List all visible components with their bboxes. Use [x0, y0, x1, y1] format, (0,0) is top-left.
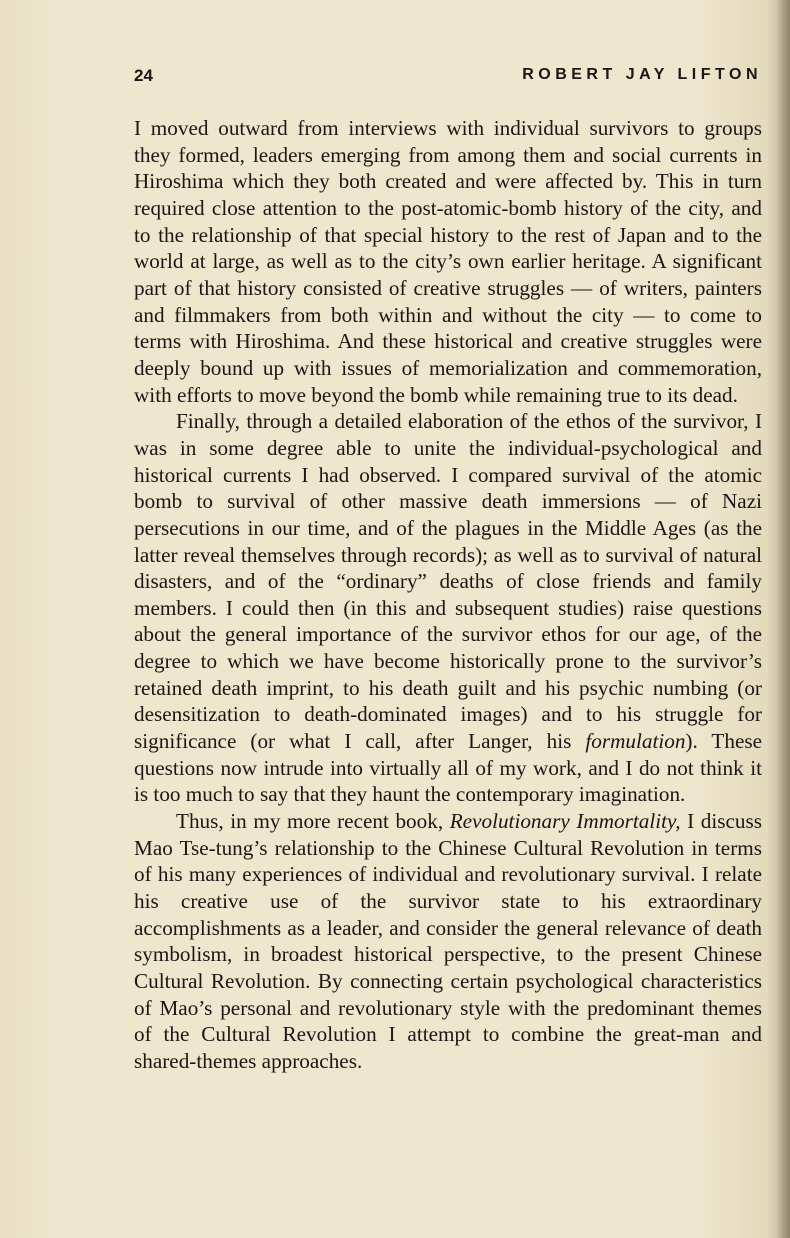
spine-shadow: [776, 0, 790, 1238]
paragraph-2-text-b: ). These questions now intrude into virtually all of my work, and I do not think it is too much to say that they haunt the contemporary imagination.: [134, 729, 763, 807]
paragraph-3: [134, 808, 762, 1075]
paragraph-3-book-title: Revolutionary Immortality,: [449, 809, 681, 834]
page-header: [134, 66, 762, 96]
body-text: [134, 115, 762, 1075]
running-head: ROBERT JAY LIFTON: [522, 66, 762, 83]
paragraph-3-text-b: I discuss Mao Tse-tung’s relationship to the Chinese Cultural Revolution in terms of his many experiences of individual and revolutionary survival. I relate his creative use of the survivor state to his extraordinary accomplishments as a leader, and consider the general relevance of death symbolism, in broadest historical perspective, to the present Chinese Cultural Revolution. By connecting certain psychological characteristics of Mao’s personal and revolutionary style with the predominant themes of the Cultural Revolution I attempt to combine the great-man and shared-themes approaches.: [134, 809, 762, 1073]
paragraph-2-text-a: Finally, through a detailed elaboration of the ethos of the survivor, I was in some degree able to unite the individual-psychological and historical currents I had observed. I compared survival of the atomic bomb to survival of other massive death immersions — of Nazi persecutions in our time, and of the plagues in the Middle Ages (as the latter reveal themselves through records); as well as to survival of natural disasters, and of the “ordinary” deaths of close friends and family members. I could then (in this and subsequent studies) raise questions about the general importance of the survivor ethos for our age, of the degree to which we have become historically prone to the survivor’s retained death imprint, to his death guilt and his psychic numbing (or desensitization to death-dominated images) and to his struggle for significance (or what I call, after Langer, his: [134, 409, 762, 754]
page-number: 24: [134, 66, 153, 85]
paragraph-2-italic: formulation: [585, 729, 686, 754]
paragraph-3-text-a: Thus, in my more recent book,: [176, 809, 450, 834]
paragraph-1: I moved outward from interviews with individual survivors to groups they formed, leaders emerging from among them and social currents in Hiroshima which they both created and were affected by. This in turn required close attention to the post-atomic-bomb history of the city, and to the relationship of that special history to the rest of Japan and to the world at large, as well as to the city’s own earlier heritage. A significant part of that history consisted of creative struggles — of writers, painters and filmmakers from both within and without the city — to come to terms with Hiroshima. And these historical and creative struggles were deeply bound up with issues of memorialization and commemoration, with efforts to move beyond the bomb while remaining true to its dead.: [134, 116, 762, 407]
paragraph-2: [134, 408, 762, 808]
